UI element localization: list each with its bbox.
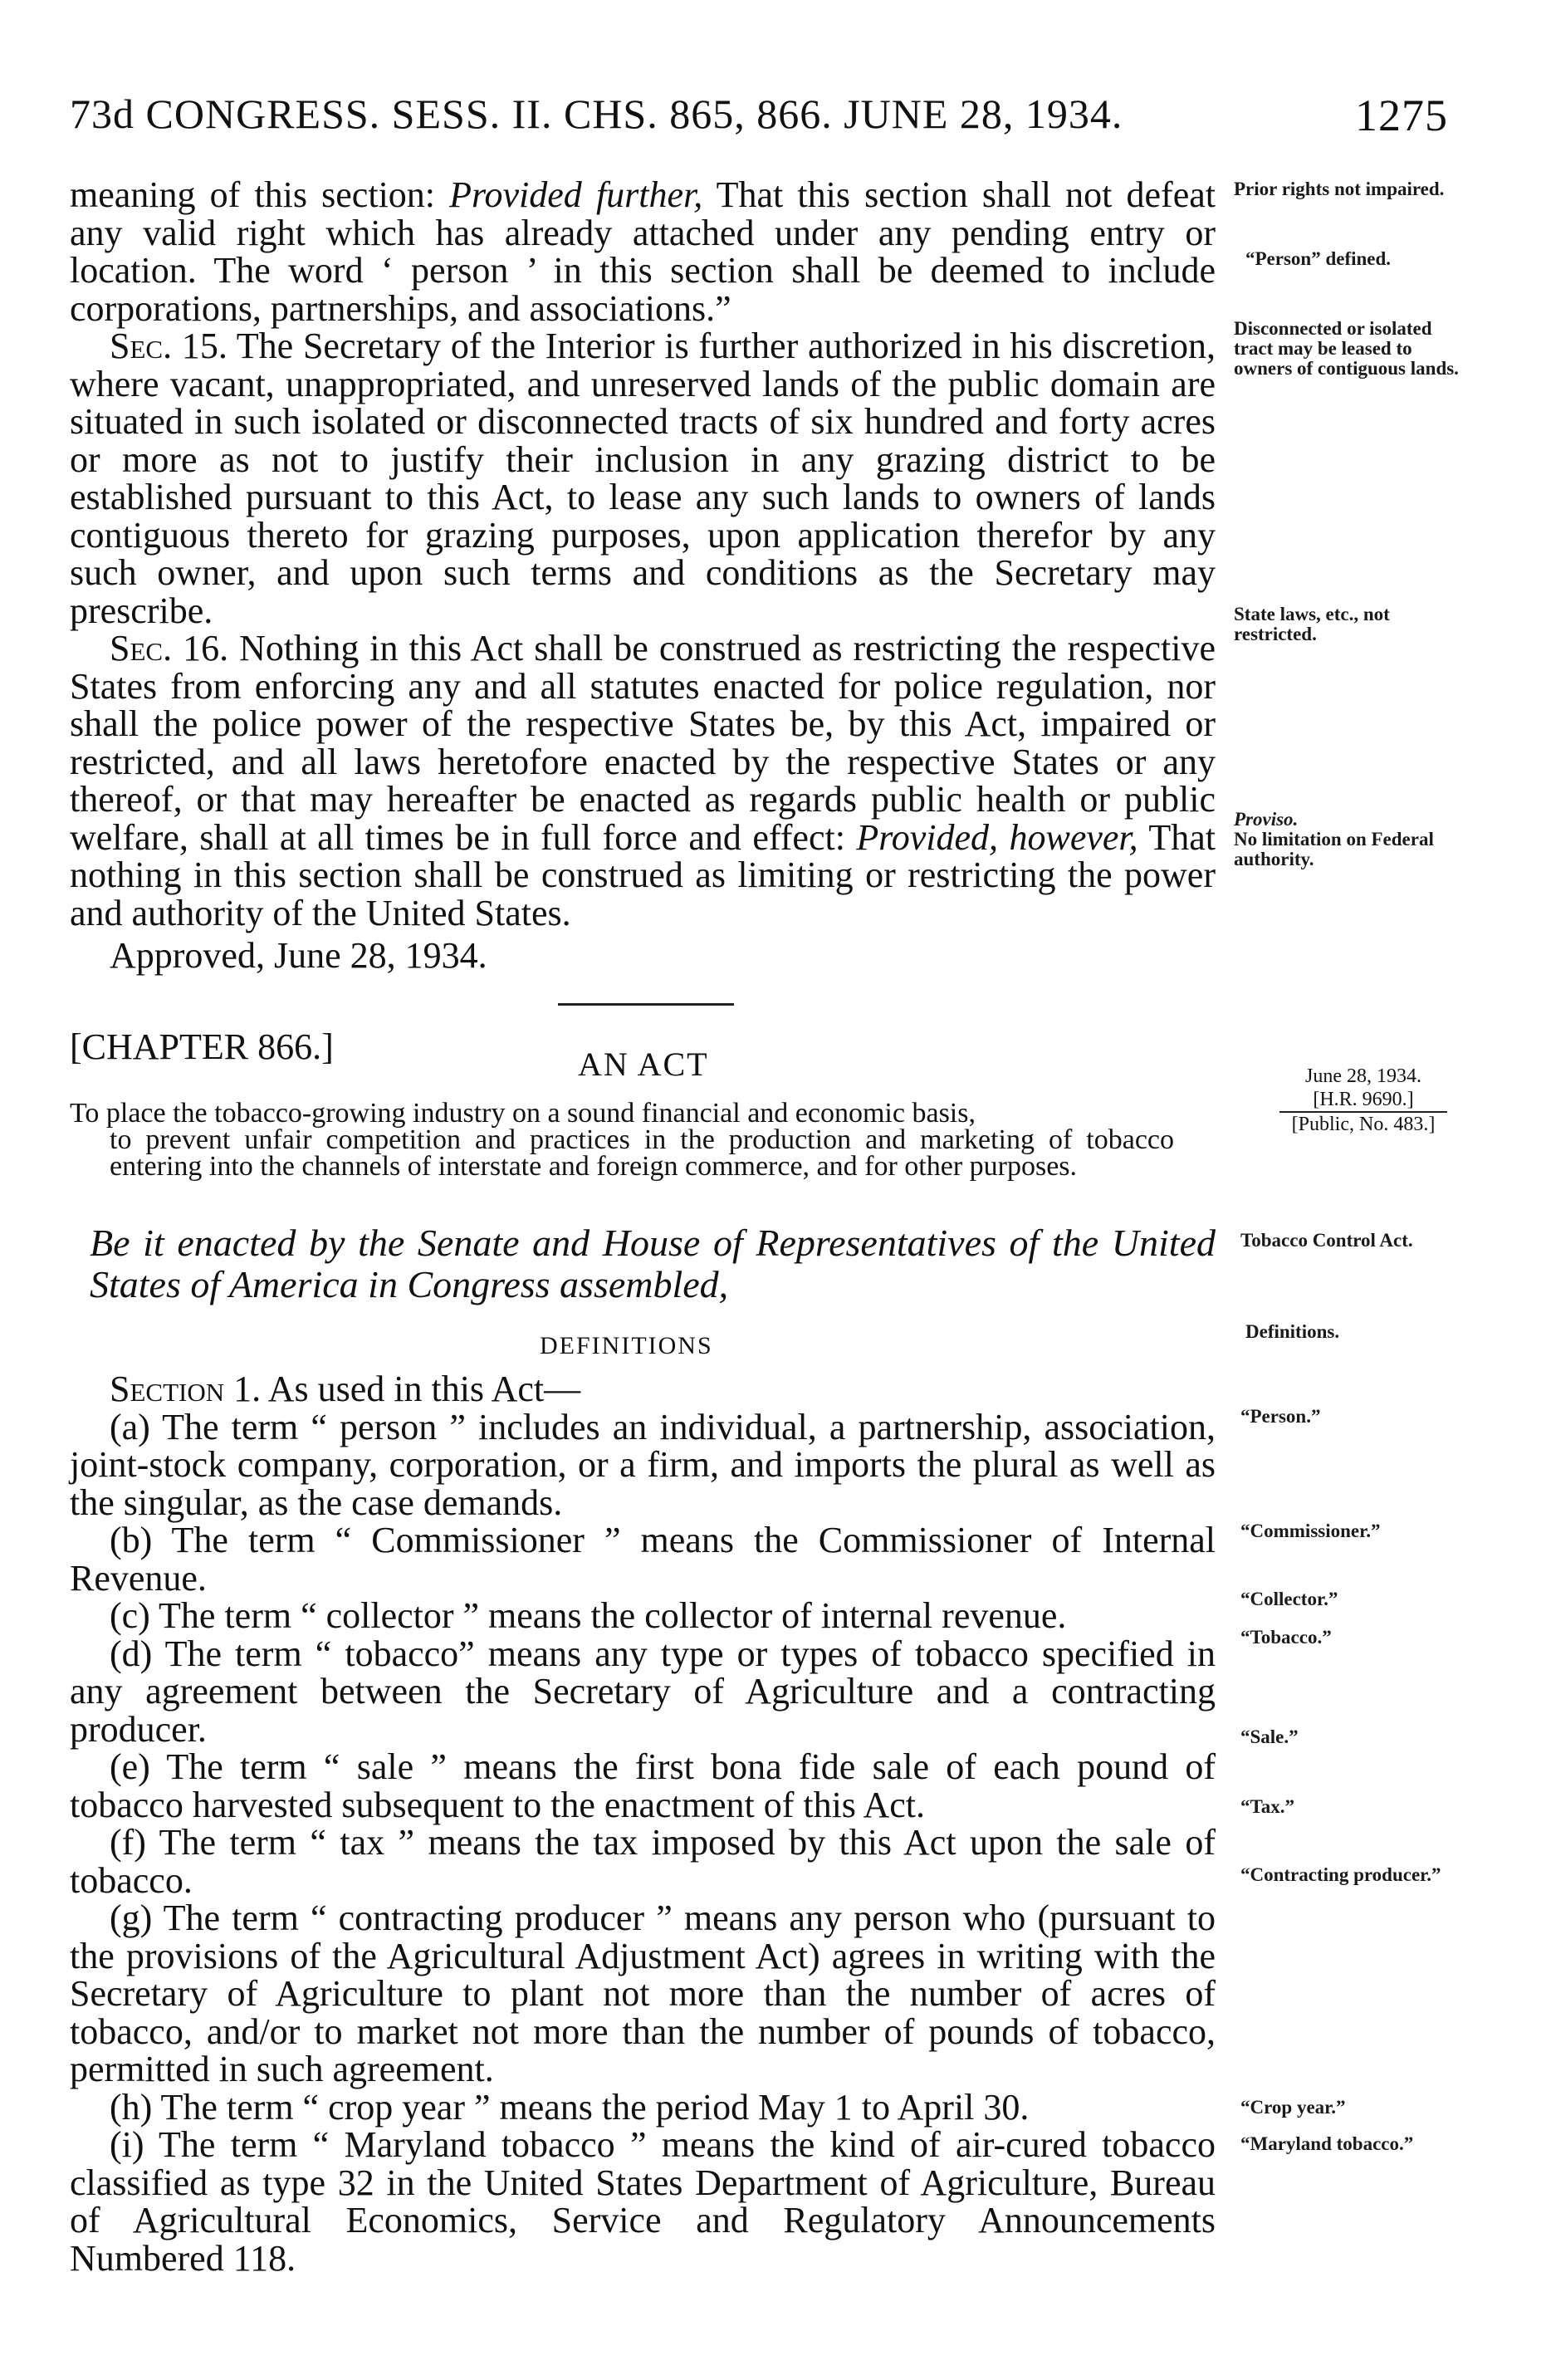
sec16-text-b: That nothing in this section shall be construed as limiting or restricting the power and authority of the United States.	[70, 816, 1216, 933]
note-collector: “Collector.”	[1240, 1589, 1338, 1609]
note-contracting-producer: “Contracting producer.”	[1240, 1864, 1441, 1885]
definition-b: (b) The term “ Commissioner ” means the Commissioner of Internal Revenue.	[70, 1520, 1216, 1599]
note-proviso	[1234, 810, 1483, 869]
note-definitions: Definitions.	[1245, 1321, 1340, 1342]
definition-a: (a) The term “ person ” includes an individual, a partnership, association, joint-stock company, corporation, or a firm, and imports the plural as well as the singular, as the case demands.	[70, 1406, 1216, 1523]
chapter-865-body	[70, 176, 1216, 975]
chapter-title: [CHAPTER 866.]	[70, 1026, 334, 1067]
note-tobacco: “Tobacco.”	[1240, 1627, 1332, 1648]
note-prior-rights: Prior rights not impaired.	[1234, 179, 1445, 199]
chapter-divider-rule	[558, 1003, 734, 1006]
page-number: 1275	[1355, 91, 1448, 140]
act-purpose	[70, 1100, 1174, 1180]
sec14-text-b: That this section shall not defeat any valid right which has already attached under any pending entry or location. The word ‘ person ’ in this section shall be deemed to include corporations, partnerships, and associations.”	[70, 174, 1216, 329]
date-block	[1255, 1065, 1471, 1136]
note-crop-year: “Crop year.”	[1240, 2097, 1346, 2118]
definition-f: (f) The term “ tax ” means the tax imposed by this Act upon the sale of tobacco.	[70, 1822, 1216, 1901]
note-state-laws: State laws, etc., not restricted.	[1234, 604, 1390, 644]
note-maryland-tobacco: “Maryland tobacco.”	[1240, 2133, 1414, 2154]
definition-i: (i) The term “ Maryland tobacco ” means the kind of air-cured tobacco classified as type 32 in the United States Department of Agriculture, Bureau of Agricultural Economics, Service and Regulatory Announcements Numbered 118.	[70, 2124, 1216, 2279]
note-disconnected-tract: Disconnected or isolated tract may be leased to owners of contiguous lands.	[1234, 318, 1459, 379]
section1-label: Section 1.	[110, 1369, 262, 1409]
running-head: 73d CONGRESS. SESS. II. CHS. 865, 866. JUNE 28, 1934.	[70, 91, 1123, 137]
note-proviso-label: Proviso.	[1234, 809, 1299, 830]
sec16-label: Sec. 16.	[110, 628, 229, 668]
note-person: “Person.”	[1240, 1406, 1321, 1427]
an-act-heading: AN ACT	[578, 1046, 709, 1083]
provided-further: Provided further,	[449, 174, 703, 215]
sec14-text-a: meaning of this section:	[70, 174, 450, 215]
definition-c: (c) The term “ collector ” means the collector of internal revenue.	[110, 1595, 1067, 1636]
approved-line: Approved, June 28, 1934.	[110, 935, 487, 976]
sec15-text: The Secretary of the Interior is further authorized in his discretion, where vacant, unappropriated, and unreserved lands of the public domain are situated in such isolated or disconnected tracts of six hundred and forty acres or more as not to justify their inclusion in any grazing district to be established pursuant to this Act, to lease any such lands to owners of lands contiguous thereto for grazing purposes, upon application therefor by any such owner, and upon such terms and conditions as the Secretary may prescribe.	[70, 326, 1216, 631]
definition-h: (h) The term “ crop year ” means the period May 1 to April 30.	[110, 2086, 1030, 2128]
note-tax: “Tax.”	[1240, 1796, 1294, 1817]
definitions-heading: DEFINITIONS	[540, 1332, 713, 1359]
definition-e: (e) The term “ sale ” means the first bona fide sale of each pound of tobacco harvested subsequent to the enactment of this Act.	[70, 1746, 1216, 1825]
sec16-paragraph	[70, 629, 1216, 932]
page-header	[70, 90, 1448, 148]
sec14-tail-paragraph	[70, 176, 1216, 327]
definition-d: (d) The term “ tobacco” means any type or types of tobacco specified in any agreement between the Secretary of Agriculture and a contracting producer.	[70, 1633, 1216, 1750]
public-law-number: [Public, No. 483.]	[1291, 1114, 1436, 1135]
bill-number: [H.R. 9690.]	[1279, 1088, 1446, 1113]
purpose-line1: To place the tobacco-growing industry on a sound financial and economic basis,	[70, 1098, 976, 1129]
note-commissioner: “Commissioner.”	[1240, 1521, 1381, 1541]
section1-intro	[70, 1370, 1216, 1408]
provided-however: Provided, however,	[856, 816, 1138, 858]
note-person-defined: “Person” defined.	[1245, 248, 1392, 269]
note-proviso-text: No limitation on Federal authority.	[1234, 829, 1434, 869]
definition-g: (g) The term “ contracting producer ” means any person who (pursuant to the provisions of the Agricultural Adjustment Act) agrees in writing with the Secretary of Agriculture to plant not more than the number of acres of tobacco, and/or to market not more than the number of pounds of tobacco, permitted in such agreement.	[70, 1898, 1216, 2089]
note-sale: “Sale.”	[1240, 1726, 1299, 1747]
section1-intro-text: As used in this Act—	[261, 1369, 581, 1409]
approval-date: June 28, 1934.	[1305, 1065, 1421, 1087]
section-1-body	[70, 1370, 1216, 2277]
note-tobacco-control-act: Tobacco Control Act.	[1240, 1230, 1413, 1251]
purpose-rest: to prevent unfair competition and practices in the production and marketing of tobacco entering into the channels of interstate and foreign commerce, and for other purposes.	[110, 1124, 1174, 1182]
sec16-text-a: Nothing in this Act shall be construed as restricting the respective States from enforcing any and all statutes enacted for police regulation, nor shall the police power of the respective States be, by this Act, impaired or restricted, and all laws heretofore enacted by the respective States or any thereof, or that may hereafter be enacted as regards public health or public welfare, shall at all times be in full force and effect:	[70, 628, 1216, 858]
sec15-paragraph	[70, 327, 1216, 629]
sec15-label: Sec. 15.	[110, 326, 227, 366]
enacting-clause: Be it enacted by the Senate and House of Representatives of the United States of America in Congress assembled,	[90, 1222, 1216, 1305]
